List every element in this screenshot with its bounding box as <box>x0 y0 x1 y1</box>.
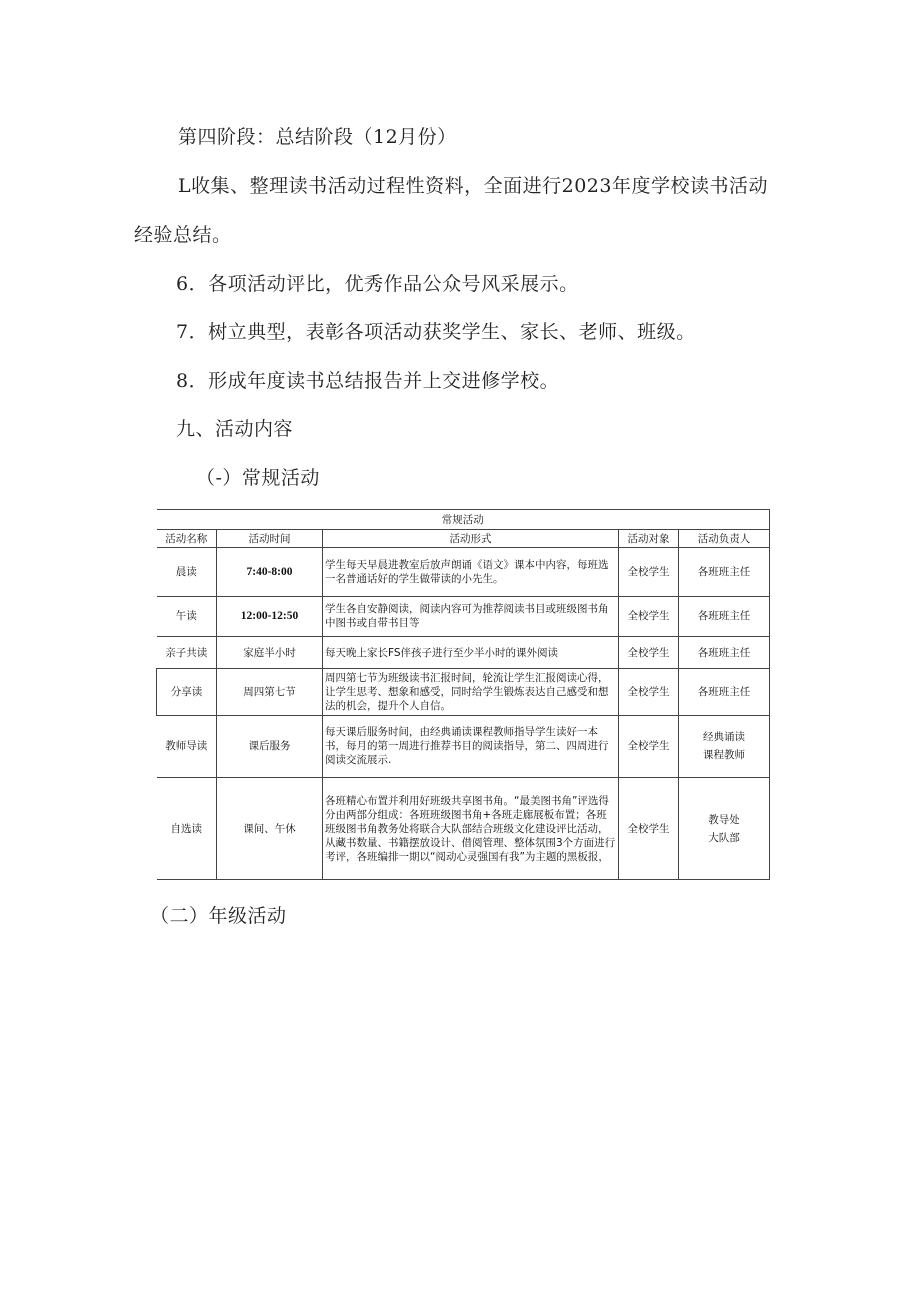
routine-activities-table <box>156 509 770 880</box>
row-name: 分享读 <box>157 669 217 715</box>
row-time: 12:00-12:50 <box>217 596 323 636</box>
row-target: 全校学生 <box>619 548 679 596</box>
table-row <box>157 669 770 715</box>
table-caption: 常规活动 <box>157 510 770 530</box>
row-form: 周四第七节为班级读书汇报时间，轮流让学生汇报阅读心得，让学生思考、想象和感受，同时给学生锻炼表达自己感受和想法的机会，提升个人自信。 <box>323 669 619 715</box>
row-owner <box>679 778 770 880</box>
item-7: 7．树立典型，表彰各项活动获奖学生、家长、老师、班级。 <box>176 321 696 343</box>
item-l-line2: 经验总结。 <box>134 224 232 246</box>
row-target: 全校学生 <box>619 637 679 669</box>
row-form: 每天晚上家长FS伴孩子进行至少半小时的课外阅读 <box>323 637 619 669</box>
table-header-row <box>157 530 770 548</box>
col-header-time: 活动时间 <box>217 530 323 548</box>
row-time: 7:40-8:00 <box>217 548 323 596</box>
table-row <box>157 596 770 636</box>
stage-four-heading: 第四阶段：总结阶段（12月份） <box>178 126 457 148</box>
row-target: 全校学生 <box>619 778 679 880</box>
row-form: 学生每天早晨进教室后放声朗诵《语文》课本中内容，每班选一名普通话好的学生做带读的小先生。 <box>323 548 619 596</box>
row-name: 亲子共读 <box>157 637 217 669</box>
row-time: 家庭半小时 <box>217 637 323 669</box>
table-row <box>157 778 770 880</box>
col-header-target: 活动对象 <box>619 530 679 548</box>
row-owner: 各班班主任 <box>679 669 770 715</box>
row-owner: 各班班主任 <box>679 637 770 669</box>
subsection-two-heading: （二）年级活动 <box>150 905 287 927</box>
row-name: 自选读 <box>157 778 217 880</box>
row-form: 每天课后服务时间，由经典诵读课程教师指导学生读好一本书，每月的第一周进行推荐书目的阅读指导，第二、四周进行阅读交流展示. <box>323 715 619 778</box>
row-owner: 各班班主任 <box>679 548 770 596</box>
row-name: 晨读 <box>157 548 217 596</box>
row-form: 各班精心布置并利用好班级共享图书角。“最美图书角”评选得分由两部分组成：各班班级图书角+各班走廊展板布置；各班班级图书角教务处将联合大队部结合班级文化建设评比活动，从藏书数量、书籍摆放设计、借阅管理、整体氛围3个方面进行考评，各班编排一期以“阅动心灵强国有我”为主题的黑板报， <box>323 778 619 880</box>
row-name: 教师导读 <box>157 715 217 778</box>
table-row <box>157 637 770 669</box>
row-form: 学生各自安静阅读，阅读内容可为推荐阅读书目或班级图书角中图书或自带书目等 <box>323 596 619 636</box>
row-owner-line1: 经典诵读 <box>703 731 745 744</box>
item-8: 8．形成年度读书总结报告并上交进修学校。 <box>176 370 560 392</box>
row-owner: 各班班主任 <box>679 596 770 636</box>
col-header-name: 活动名称 <box>157 530 217 548</box>
row-time: 课后服务 <box>217 715 323 778</box>
col-header-form: 活动形式 <box>323 530 619 548</box>
row-owner-line2: 课程教师 <box>703 749 745 762</box>
subsection-one-heading: （-）常规活动 <box>196 467 320 489</box>
row-time: 周四第七节 <box>217 669 323 715</box>
table-row <box>157 715 770 778</box>
row-owner-line2: 大队部 <box>708 831 740 844</box>
row-target: 全校学生 <box>619 715 679 778</box>
item-6: 6．各项活动评比，优秀作品公众号风采展示。 <box>176 273 579 295</box>
col-header-owner: 活动负责人 <box>679 530 770 548</box>
row-owner-line1: 教导处 <box>708 813 740 826</box>
row-time: 课间、午休 <box>217 778 323 880</box>
table-row <box>157 548 770 596</box>
row-owner <box>679 715 770 778</box>
row-name: 午读 <box>157 596 217 636</box>
row-target: 全校学生 <box>619 596 679 636</box>
row-target: 全校学生 <box>619 669 679 715</box>
item-l-line1: L收集、整理读书活动过程性资料，全面进行2023年度学校读书活动 <box>178 175 768 197</box>
section-nine-heading: 九、活动内容 <box>176 418 294 440</box>
